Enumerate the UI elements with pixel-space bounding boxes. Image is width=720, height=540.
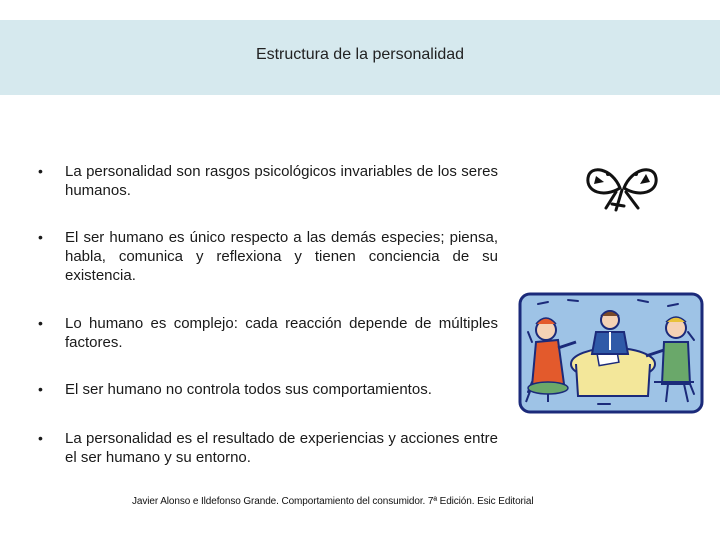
bullet-dot: •: [38, 163, 43, 179]
bullet-text: El ser humano no controla todos sus comportamientos.: [65, 381, 432, 398]
bullet-dot: •: [38, 315, 43, 331]
bullet-dot: •: [38, 430, 43, 446]
bullet-text: La personalidad es el resultado de experiencias y acciones entre el ser humano y su entorno.: [65, 430, 498, 466]
list-item: [38, 429, 498, 467]
list-item: [38, 162, 498, 200]
slide-title: Estructura de la personalidad: [255, 45, 465, 63]
bullet-dot: •: [38, 381, 43, 397]
bullet-dot: •: [38, 229, 43, 245]
list-item: [38, 314, 498, 352]
ornament-logo-icon: [582, 158, 662, 216]
meeting-illustration-icon: [518, 292, 704, 414]
source-citation: Javier Alonso e Ildefonso Grande. Comportamiento del consumidor. 7ª Edición. Esic Editorial: [132, 496, 534, 507]
bullet-text: Lo humano es complejo: cada reacción depende de múltiples factores.: [65, 315, 498, 351]
list-item: [38, 228, 498, 285]
list-item: [38, 380, 498, 399]
bullet-text: El ser humano es único respecto a las demás especies; piensa, habla, comunica y reflexiona y tienen conciencia de su existencia.: [65, 229, 498, 284]
title-band: [0, 20, 720, 95]
bullet-text: La personalidad son rasgos psicológicos invariables de los seres humanos.: [65, 163, 498, 199]
